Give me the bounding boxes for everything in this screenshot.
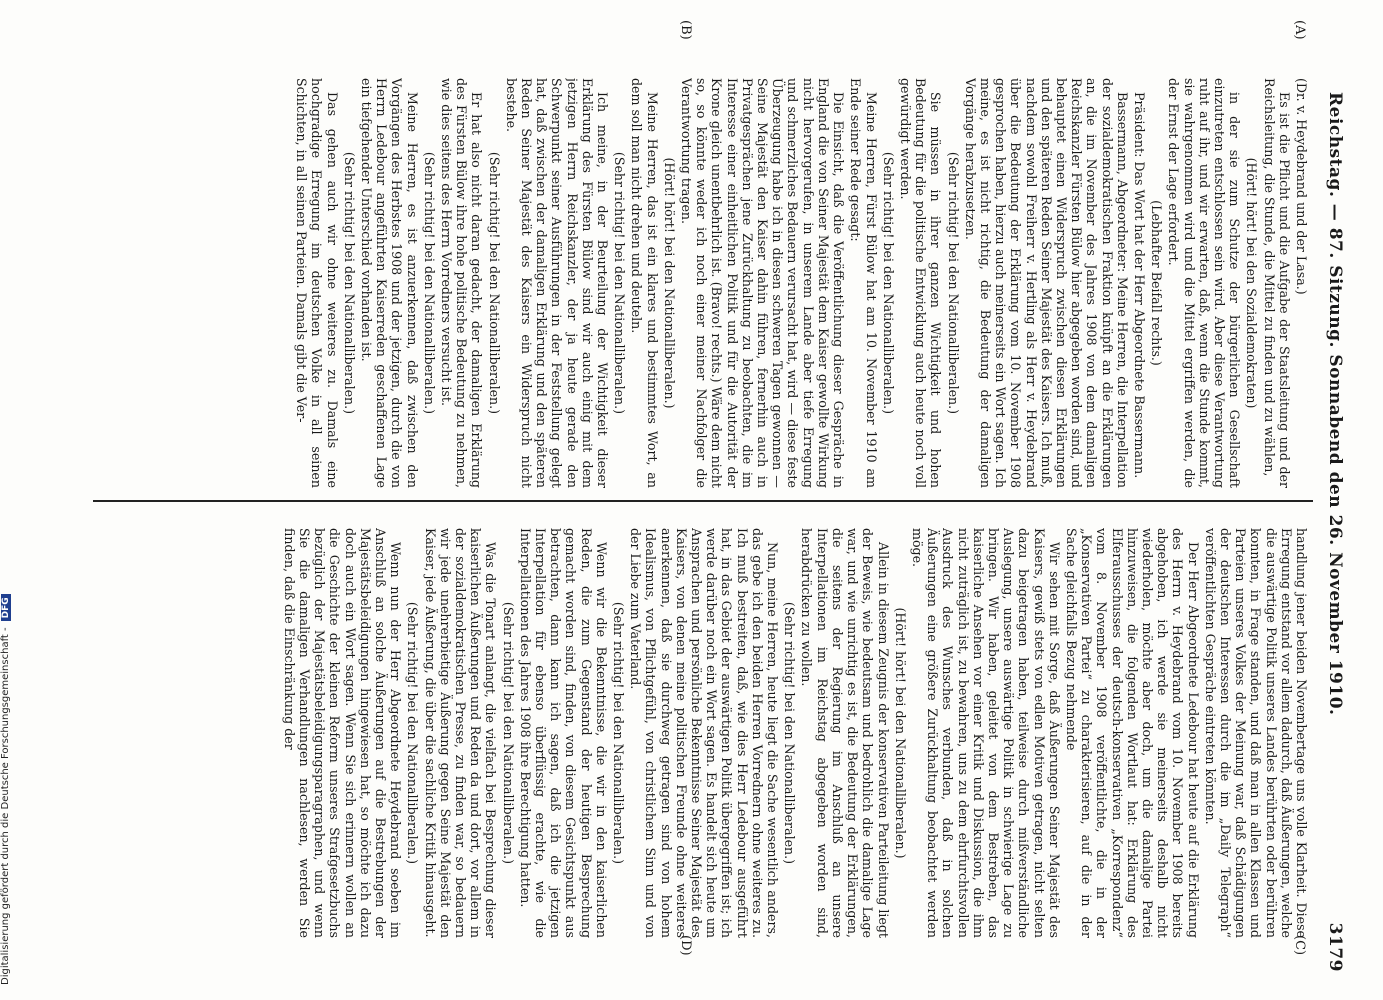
left-column-paragraph: Die Einsicht, daß die Veröffentlichung dieser Gespräche in England die von Seiner Majestät dem Kaiser gewollte Wirkung nicht hervorgerufen, in unserem Lande aber tiefe Erregung und schmerzliches Bedauern verursacht hat, wird — diese feste Überzeugung habe ich in diesen schweren Tagen gewonnen — Seine Majestät den Kaiser dahin führen, fernerhin auch in Privatgesprächen jene Zurückhaltung zu beobachten, die im Interesse einer einheitlichen Politik und für die Autorität der Krone gleich unentbehrlich ist. (Bravo! rechts.) Wäre dem nicht so, so könnte weder ich noch einer meiner Nachfolger die Verantwortung tragen. (679, 78, 847, 488)
margin-mark-c: (C) (1292, 935, 1307, 956)
left-column-paragraph: Meine Herren, es ist anzuerkennen, daß zwischen den Vorgängen des Herbstes 1908 und der jetzigen, durch die von Herrn Ledebour angeführten Kaiserreden geschaffenen Lage ein tiefgehender Unterschied vorhanden ist. (359, 78, 420, 488)
left-column-paragraph: Er hat also nicht daran gedacht, der damaligen Erklärung des Fürsten Bülow ihre hohe politische Bedeutung zu nehmen, wie dies seitens des Herrn Vorredners versucht ist. (439, 78, 485, 488)
dfg-logo: DFG (1, 594, 11, 621)
left-column-paragraph: Meine Herren, Fürst Bülow hat am 10. November 1910 am Ende seiner Rede gesagt: (848, 78, 879, 488)
right-column-paragraph: Nun, meine Herren, heute liegt die Sache wesentlich anders, das gebe ich den beiden Herren Vorrednern ohne weiteres zu. Ich muß bestreiten, daß, wie dies Herr Ledebour ausgeführt hat, in das Gebiet der auswärtigen Politik übergegriffen ist; ich werde darüber noch ein Wort sagen. Es handelt sich heute um Ansprachen und persönliche Bekenntnisse Seiner Majestät des Kaisers, von denen meine politischen Freunde ohne weiteres anerkennen, daß sie durchweg getragen sind von hohem Idealismus, von Pflichtgefühl, von christlichem Sinn und von der Liebe zum Vaterland. (628, 528, 781, 938)
left-column-paragraph: (Sehr richtig! bei den Nationalliberalen.) (880, 151, 896, 415)
left-text-column (94, 78, 1309, 488)
margin-mark-a: (A) (1292, 20, 1307, 40)
left-column-paragraph: Das gehen auch wir ohne weiteres zu. Damals eine hochgradige Erregung im deutschen Volke in all seinen Schichten, in all seinen Parteien. Damals gibt die Ver- (294, 78, 340, 488)
right-column-paragraph: (Sehr richtig! bei den Nationalliberalen.) (500, 601, 516, 865)
left-column-paragraph: (Sehr richtig! bei den Nationalliberalen.) (486, 151, 502, 415)
right-column-paragraph: (Sehr richtig! bei den Nationalliberalen.) (405, 601, 421, 865)
right-text-column (94, 528, 1309, 938)
left-column-paragraph: (Sehr richtig! bei den Nationalliberalen.) (341, 151, 357, 415)
footer-text: Digitalisierung gefördert durch die Deutsche Forschungsgemeinschaft - (0, 627, 11, 985)
running-title: Reichstag. — 87. Sitzung. Sonnabend den 26. November 1910. (1325, 92, 1345, 716)
margin-mark-d: (D) (678, 935, 693, 956)
right-column-paragraph: (Sehr richtig! bei den Nationalliberalen.) (611, 601, 627, 865)
right-column-paragraph: Der Herr Abgeordnete Ledebour hat heute auf die Erklärung des Herrn v. Heydebrand vom 10. November 1908 bereits abgehoben, ich werde sie meinerseits deshalb nicht wiederholen, möchte aber doch, um die damalige Partei hinzuweisen, die folgenden Wortlaut hat: Erklärung des Elferausschusses der deutsch-konservativen „Korrespondenz“ vom 8. November 1908 veröffentlichte, die in der „Konservativen Partei“ zu charakterisieren, auf die in der Sache gleichfalls Bezug nehmende (1063, 528, 1201, 938)
right-column-paragraph: Allein in diesem Zeugnis der konservativen Parteileitung liegt der Beweis, wie bedeutsam und bedrohlich die damalige Lage war, und wie unrichtig es ist, die Bedeutung der Erklärungen, die seitens der Regierung im Anschluß an unsere Interpellationen im Reichstag abgegeben worden sind, herabdrücken zu wollen. (799, 528, 891, 938)
page-header (1317, 92, 1345, 972)
left-column-paragraph: (Sehr richtig! bei den Nationalliberalen.) (421, 151, 437, 415)
left-column-paragraph: in der sie zum Schutze der bürgerlichen Gesellschaft einzutreten entschlossen sein wird. Aber diese Verantwortung ruht auf ihr, und wir erwarten, daß, wenn die Stunde kommt, sie wahrgenommen wird und die Mittel ergriffen werden, die der Ernst der Lage erfordert. (1166, 78, 1243, 488)
left-column-paragraph: (Sehr richtig! bei den Nationalliberalen.) (612, 151, 628, 415)
right-column-paragraph: (Sehr richtig! bei den Nationalliberalen.) (782, 601, 798, 865)
left-column-paragraph: Bassermann, Abgeordneter: Meine Herren, die Interpellation der sozialdemokratischen Fraktion knüpft an die Erklärungen an, die im November des Jahres 1908 von dem damaligen Reichskanzler Fürsten Bülow hier abgegeben worden sind, und behauptet einen Widerspruch zwischen diesen Erklärungen und den späteren Reden Seiner Majestät des Kaisers. Ich muß, nachdem sowohl Freiherr v. Hertling als Herr v. Heydebrand über die Bedeutung der Erklärung vom 10. November 1908 gesprochen haben, hierzu auch meinerseits ein Wort sagen. Ich meine, es ist nicht richtig, die Bedeutung der damaligen Vorgänge herabzusetzen. (962, 78, 1130, 488)
left-column-paragraph: Meine Herren, das ist ein klares und bestimmtes Wort, an dem soll man nicht drehen und deuteln. (629, 78, 660, 488)
right-column-paragraph: handlung jener beiden Novembertage uns volle Klarheit. Diese Erregung entstand vor allem dadurch, daß Äußerungen, welche die auswärtige Politik unseres Landes berührten oder berühren konnten, in Frage standen, und daß man in allen Klassen und Parteien unseres Volkes der Meinung war, daß Schädigungen der deutschen Interessen durch die im „Daily Telegraph“ veröffentlichten Gespräche eintreten könnten. (1202, 528, 1309, 938)
left-column-paragraph: Es ist die Pflicht und die Aufgabe der Staatsleitung und der Reichsleitung, die Stunde, die Mittel zu finden und zu wählen, (1261, 78, 1292, 488)
digitization-footer (0, 0, 14, 985)
left-column-paragraph: Sie müssen in ihrer ganzen Wichtigkeit und hohen Bedeutung für die politische Entwicklung auch heute noch voll gewürdigt werden. (897, 78, 944, 488)
column-divider (93, 500, 1313, 502)
left-column-paragraph: (Hört! hört! bei den Sozialdemokraten) (1244, 157, 1260, 409)
right-column-paragraph: Wenn wir die Bekenntnisse, die wir in den kaiserlichen Reden, die zum Gegenstand der heutigen Besprechung gemacht worden sind, finden, von diesem Gesichtspunkt aus betrachten, dann kann ich sagen, daß ich die jetzigen Interpellation für ebenso überflüssig erachte, wie die Interpellationen des Jahres 1908 ihre Berechtigung hatten. (517, 528, 609, 938)
left-column-paragraph: (Sehr richtig! bei den Nationalliberalen.) (945, 151, 961, 415)
left-column-paragraph: Präsident: Das Wort hat der Herr Abgeordnete Bassermann. (1131, 92, 1147, 479)
right-column-paragraph: (Hört! hört! bei den Nationalliberalen.) (892, 607, 908, 859)
right-column-paragraph: Wir sehen mit Sorge, daß Äußerungen Seiner Majestät des Kaisers, gewiß stets von edlen Motiven getragen, nicht selten dazu beigetragen haben, teilweise durch mißverständliche Auslegung, unsere auswärtige Politik in schwierige Lage zu bringen. Wir haben, geleitet von dem Bestreben, das kaiserliche Ansehen vor einer Kritik und Diskussion, die ihm nicht zuträglich ist, zu bewahren, uns zu dem ehrfurchtsvollen Ausdruck des Wunsches verbunden, daß in solchen Äußerungen eine größere Zurückhaltung beobachtet werden möge. (909, 528, 1062, 938)
page-number: 3179 (1325, 922, 1345, 972)
right-column-paragraph: Wenn nun der Herr Abgeordnete Heydebrand soeben im Anschluß an solche Äußerungen auf die Bestrebungen der Majestätsbeleidigungen hingewiesen hat, so möchte ich dazu doch auch ein Wort sagen. Wenn Sie sich erinnern wollen an die Geschichte der kleinen Reform unseres Strafgesetzbuchs bezüglich der Majestätsbeleidigungsparagraphen, und wenn Sie die damaligen Verhandlungen nachlesen, werden Sie finden, daß die Einschränkung der (281, 528, 404, 938)
left-column-paragraph: (Dr. v. Heydebrand und der Lasa.) (1294, 78, 1309, 295)
left-column-paragraph: (Lebhafter Beifall rechts.) (1149, 200, 1165, 366)
left-column-paragraph: Ich meine, in der Beurteilung der Wichtigkeit dieser Erklärung des Fürsten Bülow sind wir auch einig mit dem jetzigen Herrn Reichskanzler, der ja heute gerade den Schwerpunkt seiner Ausführungen in der Feststellung gelegt hat, daß zwischen der damaligen Erklärung und den späteren Reden Seiner Majestät des Kaisers ein Widerspruch nicht bestehe. (503, 78, 611, 488)
margin-mark-b: (B) (678, 20, 693, 40)
right-column-paragraph: Was die Tonart anlangt, die vielfach bei Besprechung dieser kaiserlichen Äußerungen und Reden da und dort, vor allem in der sozialdemokratischen Presse, zu finden war, so bedauern wir jede unehrerbietige Äußerung gegen Seine Majestät den Kaiser, jede Äußerung, die über die sachliche Kritik hinausgeht. (422, 528, 499, 938)
left-column-paragraph: (Hört! hört! bei den Nationalliberalen.) (661, 157, 677, 409)
